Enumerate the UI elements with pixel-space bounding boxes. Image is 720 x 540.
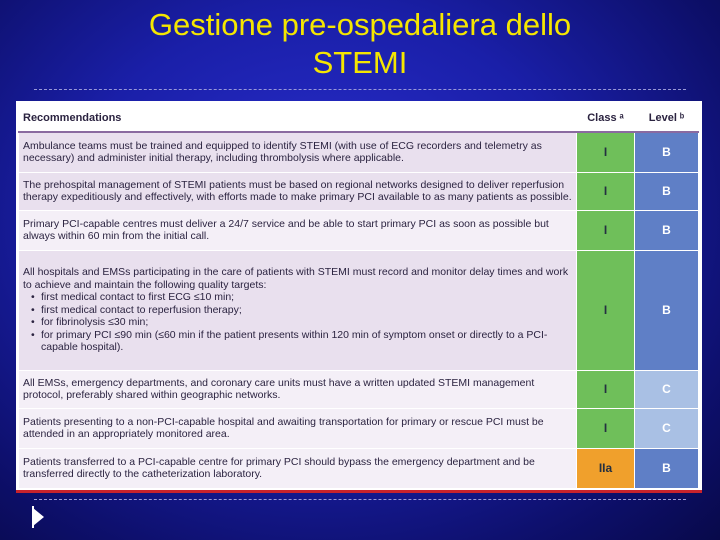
recommendation-text: The prehospital management of STEMI patients must be based on regional networks designed to deliver reperfusion therapy expeditiously and effectively, with efforts made to make primary PCI available to as many patients as possible.: [19, 172, 577, 210]
recommendations-table: [18, 104, 699, 489]
header-class: Class ᵃ: [577, 105, 635, 133]
recommendation-text: Patients presenting to a non-PCI-capable hospital and awaiting transportation for primary or rescue PCI must be attended in an appropriately monitored area.: [19, 408, 577, 448]
class-cell: I: [577, 370, 635, 408]
list-item: • for primary PCI ≤90 min (≤60 min if the patient presents within 120 min of symptom onset or directly to a PCI-capable hospital).: [41, 329, 572, 354]
table-row: [19, 250, 699, 370]
class-cell: I: [577, 408, 635, 448]
class-cell: I: [577, 172, 635, 210]
table-row: [19, 448, 699, 488]
level-cell: B: [635, 172, 699, 210]
header-level: Level ᵇ: [635, 105, 699, 133]
recommendation-text: Ambulance teams must be trained and equipped to identify STEMI (with use of ECG recorders and telemetry as necessary) and administer initial therapy, including thrombolysis where applicable.: [19, 132, 577, 172]
table-row: [19, 172, 699, 210]
recommendation-text: All hospitals and EMSs participating in the care of patients with STEMI must record and monitor delay times and work to achieve and maintain the following quality targets:: [23, 266, 569, 291]
table-row: [19, 132, 699, 172]
table-header-row: [19, 105, 699, 133]
class-cell: I: [577, 132, 635, 172]
play-triangle-icon[interactable]: [33, 508, 44, 526]
table-row: [19, 408, 699, 448]
class-cell: I: [577, 210, 635, 250]
top-divider: [34, 89, 686, 90]
class-cell: IIa: [577, 448, 635, 488]
recommendation-text: Patients transferred to a PCI-capable centre for primary PCI should bypass the emergency department and be transferred directly to the catheterization laboratory.: [19, 448, 577, 488]
recommendation-text-with-targets: [19, 250, 577, 370]
list-item: • for fibrinolysis ≤30 min;: [41, 316, 572, 329]
recommendation-text: All EMSs, emergency departments, and coronary care units must have a written updated STEMI management protocol, preferably shared within geographic networks.: [19, 370, 577, 408]
level-cell: B: [635, 448, 699, 488]
recommendations-table-container: [16, 101, 702, 493]
class-cell: I: [577, 250, 635, 370]
header-recommendations: Recommendations: [19, 105, 577, 133]
level-cell: C: [635, 370, 699, 408]
level-cell: B: [635, 210, 699, 250]
list-item: • first medical contact to reperfusion therapy;: [41, 304, 572, 317]
table-row: [19, 210, 699, 250]
recommendation-text: Primary PCI-capable centres must deliver a 24/7 service and be able to start primary PCI as soon as possible but always within 60 min from the initial call.: [19, 210, 577, 250]
bottom-divider: [34, 499, 686, 500]
level-cell: C: [635, 408, 699, 448]
slide-title: [0, 6, 720, 82]
slide-title-line2: STEMI: [312, 45, 408, 80]
slide-title-line1: Gestione pre-ospedaliera dello: [148, 7, 572, 42]
level-cell: B: [635, 250, 699, 370]
level-cell: B: [635, 132, 699, 172]
table-row: [19, 370, 699, 408]
quality-targets-list: [23, 291, 572, 354]
list-item: • first medical contact to first ECG ≤10 min;: [41, 291, 572, 304]
